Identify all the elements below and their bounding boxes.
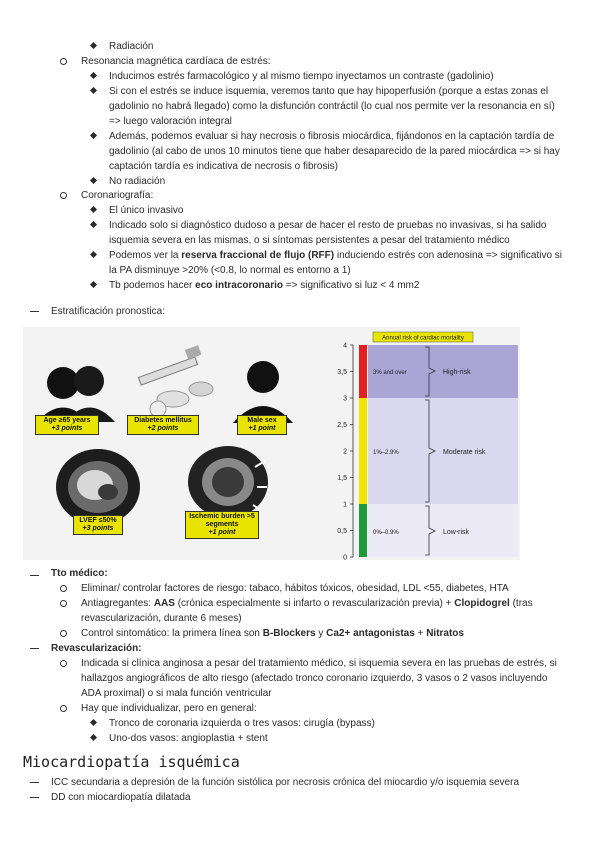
band-range: 1%–2.9% xyxy=(373,450,399,456)
bullet-dash xyxy=(30,311,39,312)
list-item: Control sintomático: la primera línea son B-Blockers y Ca2+ antagonistas + Nitratos xyxy=(81,628,464,639)
colorbar-green xyxy=(359,504,367,557)
y-tick-label: 3,5 xyxy=(337,369,347,376)
list-item-cont: gadolinio no habrá llegado) como la disfunción contráctil (lo cual nos permite ver la resonancia en sí) xyxy=(109,101,555,112)
list-item: Podemos ver la reserva fraccional de flujo (RFF) induciendo estrés con adenosina => significativo si xyxy=(109,250,563,261)
mri-heart-image-1 xyxy=(56,449,140,525)
bullet-circle xyxy=(60,58,67,65)
risk-factor-box xyxy=(73,515,123,535)
risk-factor-box xyxy=(35,415,99,435)
y-tick-label: 0 xyxy=(343,554,347,560)
mri-heart-image-2 xyxy=(188,446,268,518)
band-label: Low-risk xyxy=(443,529,470,536)
list-item: Además, podemos evaluar si hay necrosis o fibrosis miocárdica, fijándonos en la captación tardía de xyxy=(109,131,555,142)
bullet-diamond xyxy=(90,132,97,139)
male-silhouette-icon xyxy=(233,361,293,423)
list-item: Radiación xyxy=(109,41,154,52)
y-tick-label: 4 xyxy=(343,342,347,350)
y-tick-label: 0,5 xyxy=(337,528,347,535)
risk-factor-text: Age ≥65 years xyxy=(43,417,91,424)
list-item: Antiagregantes: AAS (crónica especialmente si infarto o revascularización previa) + Clopidogrel (tras xyxy=(81,598,533,609)
bullet-circle xyxy=(60,660,67,667)
list-item: Resonancia magnética cardíaca de estrés: xyxy=(81,56,271,67)
bullet-diamond xyxy=(90,87,97,94)
bullet-diamond xyxy=(90,206,97,213)
colorbar-yellow xyxy=(359,398,367,504)
bullet-diamond xyxy=(90,734,97,741)
list-item-cont: la PA disminuye >20% (<0.8, lo normal es entorno a 1) xyxy=(109,265,351,276)
risk-factor-points: +3 points xyxy=(82,525,114,532)
bullet-dash xyxy=(30,648,39,649)
bullet-circle xyxy=(60,585,67,592)
risk-factor-text: Male sex xyxy=(247,417,277,424)
y-tick-label: 1,5 xyxy=(337,475,347,482)
risk-factor-box xyxy=(127,415,199,435)
bullet-diamond xyxy=(90,281,97,288)
risk-factor-text: LVEF ≤50% xyxy=(79,517,117,524)
bullet-diamond xyxy=(90,42,97,49)
band-range: 0%–0.9% xyxy=(373,530,399,536)
section-label: Revascularización: xyxy=(51,643,142,654)
bullet-dash xyxy=(30,782,39,783)
y-tick-label: 1 xyxy=(343,501,347,509)
list-item: Tb podemos hacer eco intracoronario => significativo si luz < 4 mm2 xyxy=(109,280,420,291)
band-label: High-risk xyxy=(443,369,471,376)
bullet-dash xyxy=(30,575,39,576)
chart-title: Annual risk of cardiac mortality xyxy=(382,335,464,342)
risk-factor-illustrations xyxy=(23,327,323,560)
risk-factor-box xyxy=(185,511,259,539)
bullet-circle xyxy=(60,600,67,607)
bullet-circle xyxy=(60,705,67,712)
list-item: Uno-dos vasos: angioplastia + stent xyxy=(109,733,268,744)
bullet-diamond xyxy=(90,177,97,184)
risk-factor-text: Diabetes mellitus xyxy=(134,417,192,424)
risk-score-figure xyxy=(23,327,520,560)
list-item: El único invasivo xyxy=(109,205,184,216)
bullet-dash xyxy=(30,797,39,798)
list-item-cont: ADA proximal) o si mala función ventricular xyxy=(81,688,272,699)
band-range: 3% and over xyxy=(373,370,407,376)
list-item: Inducimos estrés farmacológico y al mismo tiempo inyectamos un contraste (gadolinio) xyxy=(109,71,494,82)
band-label: Moderate risk xyxy=(443,449,486,456)
bullet-circle xyxy=(60,630,67,637)
colorbar-red xyxy=(359,345,367,398)
section-heading: Miocardiopatía isquémica xyxy=(23,753,240,771)
list-item: Si con el estrés se induce isquemia, veremos tanto que hay hipoperfusión (porque a estas zonas el xyxy=(109,86,549,97)
list-item-cont: => luego valoración integral xyxy=(109,116,232,127)
y-tick-label: 2,5 xyxy=(337,422,347,429)
section-label: Estratificación pronostica: xyxy=(51,306,165,317)
list-item: Indicada si clínica anginosa a pesar del tratamiento médico, si isquemia severa en las pruebas de estrés, si xyxy=(81,658,557,669)
list-item-cont: revascularización, durante 6 meses) xyxy=(81,613,242,624)
diabetes-syringe-icon xyxy=(138,345,213,417)
elderly-silhouette-icon xyxy=(37,366,115,422)
list-item-cont: hallazgos angiográficos de alto riesgo (afectado tronco coronario izquierdo, 3 vasos o 2 vasos incluyendo xyxy=(81,673,548,684)
list-item: Eliminar/ controlar factores de riesgo: tabaco, hábitos tóxicos, obesidad, LDL <55, diabetes, HTA xyxy=(81,583,509,594)
list-item: Hay que individualizar, pero en general: xyxy=(81,703,257,714)
risk-chart xyxy=(313,327,520,560)
list-item: No radiación xyxy=(109,176,166,187)
bullet-circle xyxy=(60,192,67,199)
section-label: Tto médico: xyxy=(51,568,108,579)
list-item: Tronco de coronaria izquierda o tres vasos: cirugía (bypass) xyxy=(109,718,375,729)
risk-factor-points: +2 points xyxy=(147,425,179,432)
list-item-cont: captación tardía es indicativa de necrosis o fibrosis) xyxy=(109,161,339,172)
list-item: DD con miocardiopatía dilatada xyxy=(51,792,191,803)
y-tick-label: 3 xyxy=(343,395,347,403)
risk-factor-points: +1 point xyxy=(208,529,236,536)
risk-factor-box xyxy=(237,415,287,435)
bullet-diamond xyxy=(90,251,97,258)
risk-factor-text: Ischemic burden >5 segments xyxy=(189,513,255,528)
risk-factor-points: +3 points xyxy=(51,425,83,432)
list-item-cont: gadolinio (al cabo de unos 10 minutos tiene que haber desaparecido de la pared miocárdica => si hay xyxy=(109,146,560,157)
list-item: Coronariografía: xyxy=(81,190,154,201)
list-item: Indicado solo si diagnóstico dudoso a pesar de hacer el resto de pruebas no invasivas, si ha salido xyxy=(109,220,547,231)
bullet-diamond xyxy=(90,72,97,79)
y-ticks xyxy=(337,343,353,561)
bullet-diamond xyxy=(90,221,97,228)
bullet-diamond xyxy=(90,719,97,726)
list-item: ICC secundaria a depresión de la función sistólica por necrosis crónica del miocardio y/o isquemia severa xyxy=(51,777,520,788)
y-tick-label: 2 xyxy=(343,448,347,456)
list-item-cont: isquemia severa en las mismas, o si síntomas persistentes a pesar del tratamiento médico xyxy=(109,235,510,246)
risk-factor-points: +1 point xyxy=(248,425,276,432)
